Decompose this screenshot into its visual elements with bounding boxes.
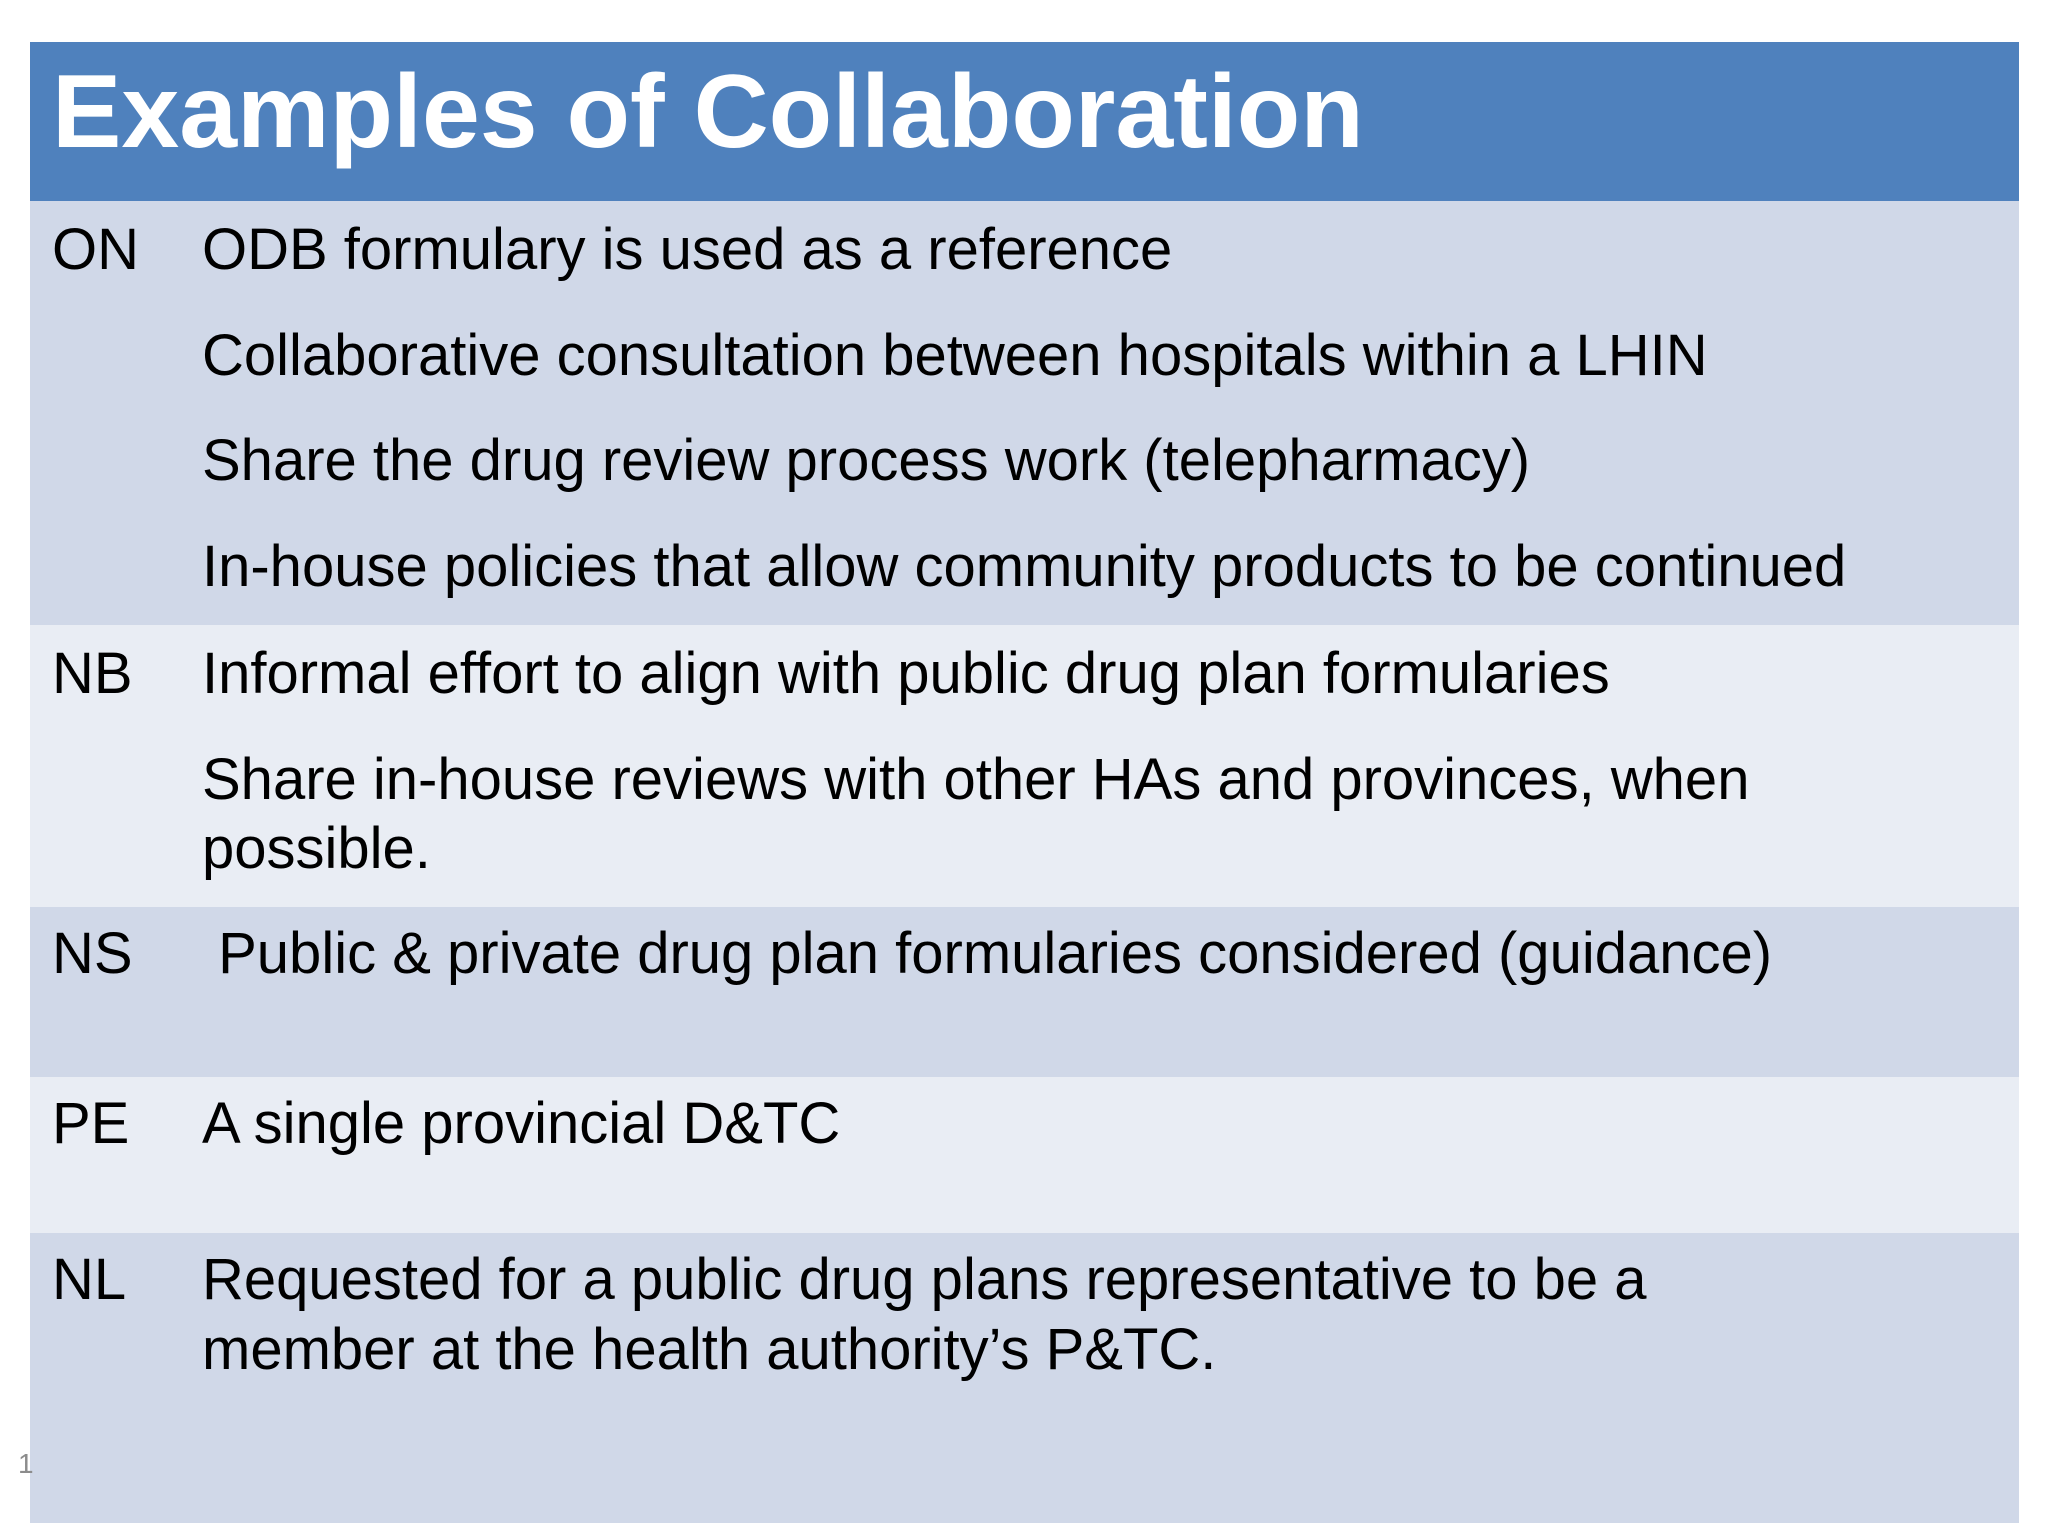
row-pe [30,1077,2019,1233]
slide-title: Examples of Collaboration [52,54,1364,170]
list-item: In-house policies that allow community products to be continued [202,533,1847,599]
list-item: Public & private drug plan formularies considered (guidance) [202,921,1773,986]
row-on [30,201,2019,625]
row-items [202,215,1999,601]
row-ns [30,907,2019,1077]
list-item: Collaborative consultation between hospitals within a LHIN [202,322,1708,388]
list-item: Share in-house reviews with other HAs and provinces, when possible. [202,746,1750,882]
row-items [202,639,1909,884]
province-code: ON [52,217,139,282]
title-bar [30,42,2019,201]
row-items [202,919,1999,1025]
row-items [202,1245,1809,1384]
list-item: ODB formulary is used as a reference [202,217,1173,282]
province-code: NL [52,1247,127,1312]
row-items [202,1089,1999,1195]
list-item: Informal effort to align with public drug plan formularies [202,641,1610,706]
row-nl [30,1233,2019,1523]
list-item: Share the drug review process work (telepharmacy) [202,428,1531,494]
province-code: PE [52,1091,130,1156]
collaboration-table [30,42,2019,1523]
province-code: NB [52,641,133,706]
province-code: NS [52,921,133,986]
list-item: A single provincial D&TC [202,1091,841,1156]
list-item: Requested for a public drug plans representative to be a member at the health authority’s P&TC. [202,1247,1647,1382]
slide-number: 1 [18,1448,34,1479]
row-nb [30,625,2019,907]
